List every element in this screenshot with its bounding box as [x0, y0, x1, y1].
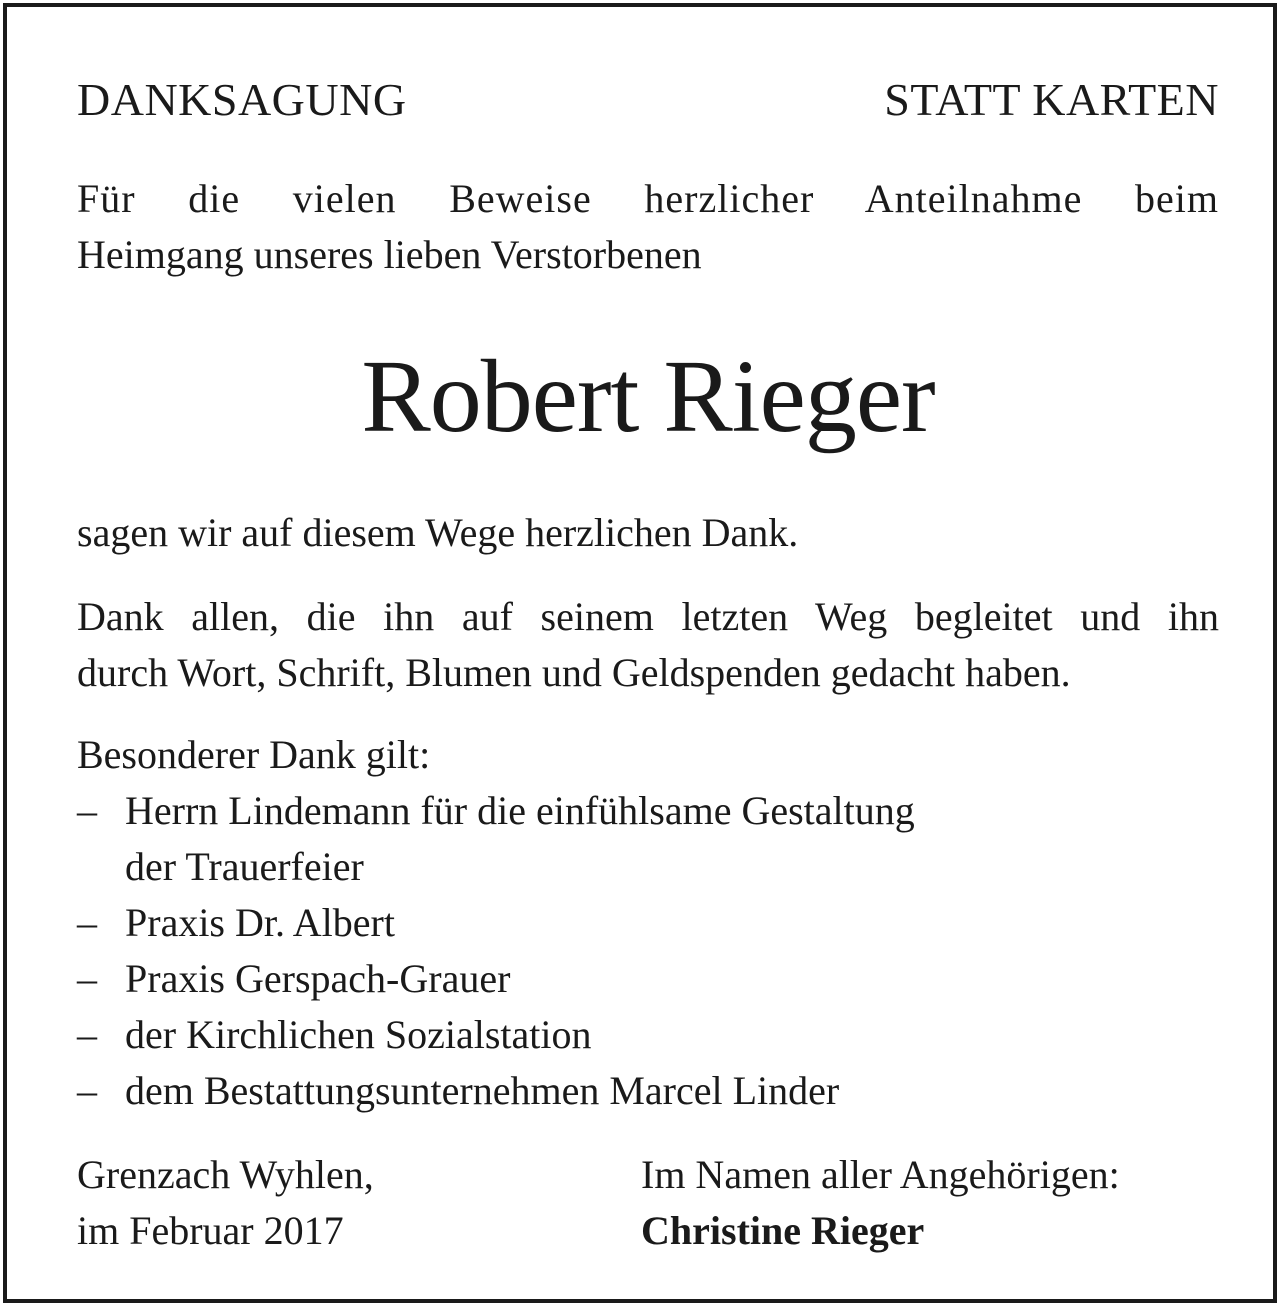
footer-date: im Februar 2017 [77, 1208, 344, 1253]
footer-signer-name: Christine Rieger [641, 1208, 925, 1253]
notice-frame [3, 3, 1277, 1303]
list-item-text: dem Bestattungsunternehmen Marcel Linder [125, 1068, 840, 1113]
list-dash: – [77, 788, 97, 833]
list-item [77, 1063, 1219, 1119]
paragraph-line-1: Dank allen, die ihn auf seinem letzten Weg begleitet und ihn [77, 594, 1219, 639]
list-dash: – [77, 1068, 97, 1113]
paragraph-line-2: durch Wort, Schrift, Blumen und Geldspenden gedacht haben. [77, 650, 1071, 695]
header-statt-karten: STATT KARTEN [884, 74, 1219, 125]
list-item-text-continued: der Trauerfeier [125, 844, 364, 889]
list-dash: – [77, 956, 97, 1001]
deceased-name: Robert Rieger [361, 339, 935, 454]
list-dash: – [77, 1012, 97, 1057]
footer-on-behalf: Im Namen aller Angehörigen: [641, 1152, 1120, 1197]
special-thanks-list [77, 783, 1219, 1119]
list-item-text: der Kirchlichen Sozialstation [125, 1012, 592, 1057]
list-item [77, 951, 1219, 1007]
list-item [77, 1007, 1219, 1063]
list-item [77, 895, 1219, 951]
header-danksagung: DANKSAGUNG [77, 74, 407, 125]
footer-place: Grenzach Wyhlen, [77, 1152, 374, 1197]
footer-place-date [77, 1147, 597, 1259]
notice-header [77, 73, 1219, 127]
list-item-text: Praxis Gerspach-Grauer [125, 956, 511, 1001]
footer-signature [641, 1147, 1219, 1259]
list-item [77, 783, 1219, 895]
intro-line-2: Heimgang unseres lieben Verstorbenen [77, 232, 702, 277]
intro-text [77, 171, 1219, 283]
list-item-text: Praxis Dr. Albert [125, 900, 395, 945]
list-item-text: Herrn Lindemann für die einfühlsame Gestaltung [125, 788, 915, 833]
special-thanks-heading: Besonderer Dank gilt: [77, 732, 431, 777]
thanks-line: sagen wir auf diesem Wege herzlichen Dank. [77, 510, 799, 555]
intro-line-1: Für die vielen Beweise herzlicher Anteilnahme beim [77, 176, 1219, 221]
thanks-paragraph [77, 589, 1219, 701]
list-dash: – [77, 900, 97, 945]
